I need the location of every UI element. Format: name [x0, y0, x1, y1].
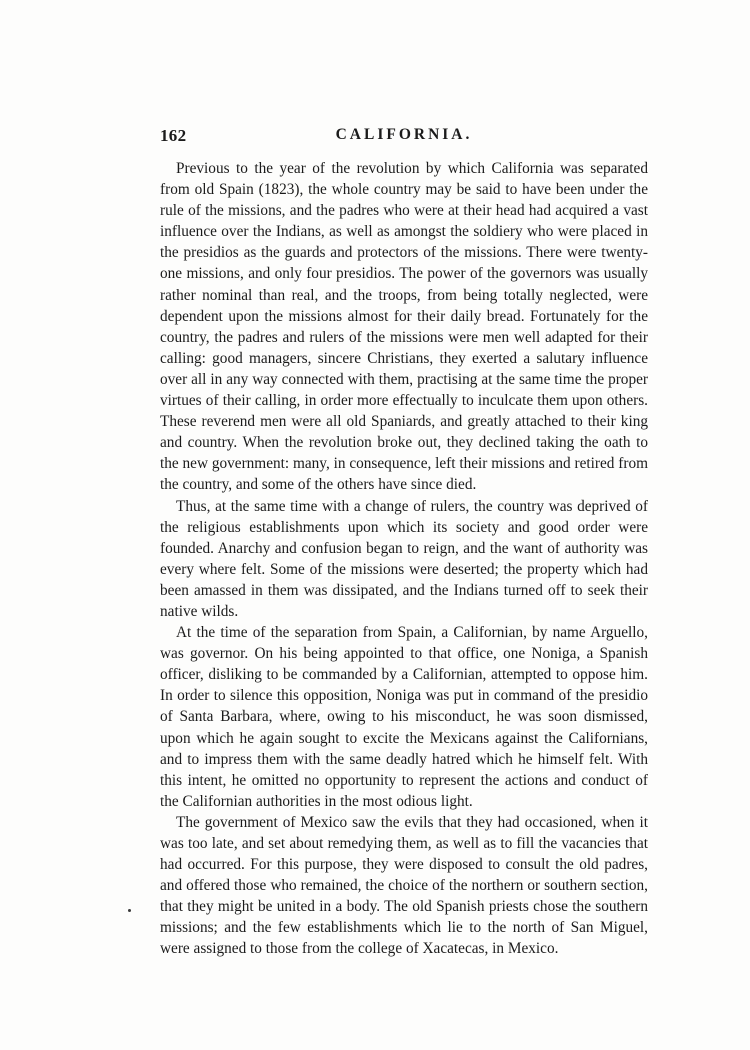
body-text	[160, 158, 648, 960]
paragraph-2: Thus, at the same time with a change of rulers, the country was deprived of the religious establishments upon which its society and good order were founded. Anarchy and confusion began to reign, and the want of authority was every where felt. Some of the missions were deserted; the property which had been amassed in them was dissipated, and the Indians turned off to seek their native wilds.	[160, 497, 648, 620]
page-number: 162	[160, 126, 187, 145]
paragraph-4: The government of Mexico saw the evils that they had occasioned, when it was too late, and set about remedying them, as well as to fill the vacancies that had occurred. For this purpose, they were disposed to consult the old padres, and offered those who remained, the choice of the northern or southern section, that they might be united in a body. The old Spanish priests chose the southern missions; and the few establishments which lie to the north of San Miguel, were assigned to those from the college of Xacatecas, in Mexico.	[160, 813, 648, 958]
paragraph-3: At the time of the separation from Spain, a Californian, by name Arguello, was governor. On his being appointed to that office, one Noniga, a Spanish officer, disliking to be commanded by a Californian, attempted to oppose him. In order to silence this opposition, Noniga was put in command of the presidio of Santa Barbara, where, owing to his misconduct, he was soon dismissed, upon which he again sought to excite the Mexicans against the Californians, and to impress them with the same deadly hatred which he himself felt. With this intent, he omitted no opportunity to represent the actions and conduct of the Californian authorities in the most odious light.	[160, 624, 648, 810]
running-title: CALIFORNIA.	[335, 126, 473, 143]
paragraph-1: Previous to the year of the revolution by which California was separated from old Spain (1823), the whole country may be said to have been under the rule of the missions, and the padres who were at their head had acquired a vast influence over the Indians, as well as amongst the soldiery who were placed in the presidios as the guards and protectors of the missions. There were twenty-one missions, and only four presidios. The power of the governors was usually rather nominal than real, and the troops, from being totally neglected, were dependent upon the missions almost for their daily bread. Fortunately for the country, the padres and rulers of the missions were men well adapted for their calling: good managers, sincere Christians, they exerted a salutary influence over all in any way connected with them, practising at the same time the proper virtues of their calling, in order more effectually to inculcate them upon others. These reverend men were all old Spaniards, and greatly attached to their king and country. When the revolution broke out, they declined taking the oath to the new government: many, in consequence, left their missions and retired from the country, and some of the others have since died.	[160, 160, 648, 494]
stray-ink-mark	[128, 909, 131, 912]
running-head	[160, 126, 648, 150]
